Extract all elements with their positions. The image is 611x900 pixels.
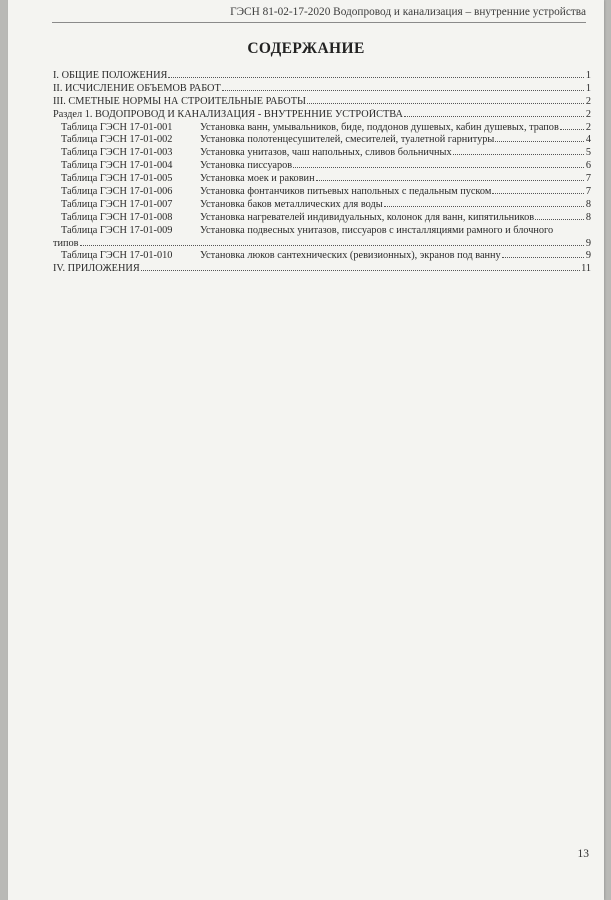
toc-table-code: Таблица ГЭСН 17-01-009 xyxy=(61,224,173,236)
toc-entry-label: Установка нагревателей индивидуальных, колонок для ванн, кипятильников xyxy=(200,211,535,223)
toc-entry-page: 2 xyxy=(585,108,591,120)
toc-table-code: Таблица ГЭСН 17-01-008 xyxy=(61,211,173,223)
toc-entry-label: I. ОБЩИЕ ПОЛОЖЕНИЯ xyxy=(53,70,168,81)
toc-table-entry[interactable] xyxy=(53,212,591,225)
dot-leader xyxy=(222,90,584,91)
dot-leader xyxy=(293,167,584,168)
toc-table-entry-wrapped[interactable] xyxy=(53,225,591,251)
toc-entry-page: 7 xyxy=(585,186,591,198)
toc-entry-label: Раздел 1. ВОДОПРОВОД И КАНАЛИЗАЦИЯ - ВНУТРЕННИЕ УСТРОЙСТВА xyxy=(53,108,403,120)
toc-entry-label: III. СМЕТНЫЕ НОРМЫ НА СТРОИТЕЛЬНЫЕ РАБОТЫ xyxy=(53,95,306,107)
toc-entry-page: 8 xyxy=(585,198,591,210)
toc-entry-page: 2 xyxy=(585,121,591,133)
toc-entry-page: 11 xyxy=(581,263,591,275)
dot-leader xyxy=(492,193,584,194)
toc-entry-label: Установка унитазов, чаш напольных, сливов больничных xyxy=(200,147,452,159)
toc-table-code: Таблица ГЭСН 17-01-002 xyxy=(61,134,173,146)
toc-entry-estimate-norms[interactable] xyxy=(53,96,591,109)
dot-leader xyxy=(307,103,584,104)
toc-entry-section-1[interactable] xyxy=(53,109,591,122)
toc-entry-appendices[interactable] xyxy=(53,263,591,276)
toc-entry-label: Установка моек и раковин xyxy=(200,173,315,185)
toc-table-code: Таблица ГЭСН 17-01-003 xyxy=(61,147,173,159)
dot-leader xyxy=(453,154,584,155)
page-number: 13 xyxy=(577,848,589,860)
document-page xyxy=(8,0,604,900)
toc-entry-volume-calculation[interactable] xyxy=(53,83,591,96)
toc-entry-page: 6 xyxy=(585,160,591,172)
toc-entry-page: 1 xyxy=(585,70,591,81)
page-title: СОДЕРЖАНИЕ xyxy=(247,40,365,57)
toc-entry-label: IV. ПРИЛОЖЕНИЯ xyxy=(53,263,140,275)
toc-table-code: Таблица ГЭСН 17-01-004 xyxy=(61,160,173,172)
toc-table-entry[interactable] xyxy=(53,122,591,135)
toc-entry-page: 2 xyxy=(585,95,591,107)
toc-entry-label: Установка ванн, умывальников, биде, поддонов душевых, кабин душевых, трапов xyxy=(200,121,559,133)
dot-leader xyxy=(316,180,584,181)
toc-table-entry[interactable] xyxy=(53,186,591,199)
dot-leader xyxy=(141,270,580,271)
toc-entry-page: 4 xyxy=(585,134,591,146)
toc-entry-general-provisions[interactable] xyxy=(53,70,591,83)
dot-leader xyxy=(384,206,584,207)
toc-entry-label: II. ИСЧИСЛЕНИЕ ОБЪЕМОВ РАБОТ xyxy=(53,82,221,94)
toc-table-code: Таблица ГЭСН 17-01-010 xyxy=(61,250,173,262)
dot-leader xyxy=(535,219,584,220)
toc-table-entry[interactable] xyxy=(53,173,591,186)
toc-table-code: Таблица ГЭСН 17-01-006 xyxy=(61,186,173,198)
toc-entry-page: 9 xyxy=(585,237,591,249)
running-header: ГЭСН 81-02-17-2020 Водопровод и канализация – внутренние устройства xyxy=(230,6,586,18)
toc-entry-page: 7 xyxy=(585,173,591,185)
toc-entry-label: Установка баков металлических для воды xyxy=(200,198,383,210)
toc-entry-page: 9 xyxy=(585,250,591,262)
toc-table-entry[interactable] xyxy=(53,160,591,173)
toc-entry-page: 8 xyxy=(585,211,591,223)
toc-entry-page: 5 xyxy=(585,147,591,159)
dot-leader xyxy=(560,129,584,130)
header-rule xyxy=(52,22,586,23)
toc-entry-label: Установка подвесных унитазов, писсуаров с инсталляциями рамного и блочного xyxy=(200,224,554,236)
toc-entry-label: Установка люков сантехнических (ревизионных), экранов под ванну xyxy=(200,250,501,262)
toc-entry-label: Установка полотенцесушителей, смесителей, туалетной гарнитуры xyxy=(200,134,495,146)
toc-entry-page: 1 xyxy=(585,82,591,94)
toc-table-entry[interactable] xyxy=(53,147,591,160)
toc-table-entry[interactable] xyxy=(53,134,591,147)
toc-entry-label-continued: типов xyxy=(53,237,79,249)
dot-leader xyxy=(495,141,584,142)
dot-leader xyxy=(168,77,584,78)
dot-leader xyxy=(80,245,584,246)
toc-entry-label: Установка фонтанчиков питьевых напольных с педальным пуском xyxy=(200,186,492,198)
toc-entry-label: Установка писсуаров xyxy=(200,160,293,172)
toc-table-entry[interactable] xyxy=(53,250,591,263)
table-of-contents xyxy=(53,70,591,276)
toc-table-code: Таблица ГЭСН 17-01-007 xyxy=(61,198,173,210)
toc-table-code: Таблица ГЭСН 17-01-001 xyxy=(61,121,173,133)
dot-leader xyxy=(404,116,584,117)
dot-leader xyxy=(502,257,584,258)
toc-table-code: Таблица ГЭСН 17-01-005 xyxy=(61,173,173,185)
toc-table-entry[interactable] xyxy=(53,199,591,212)
